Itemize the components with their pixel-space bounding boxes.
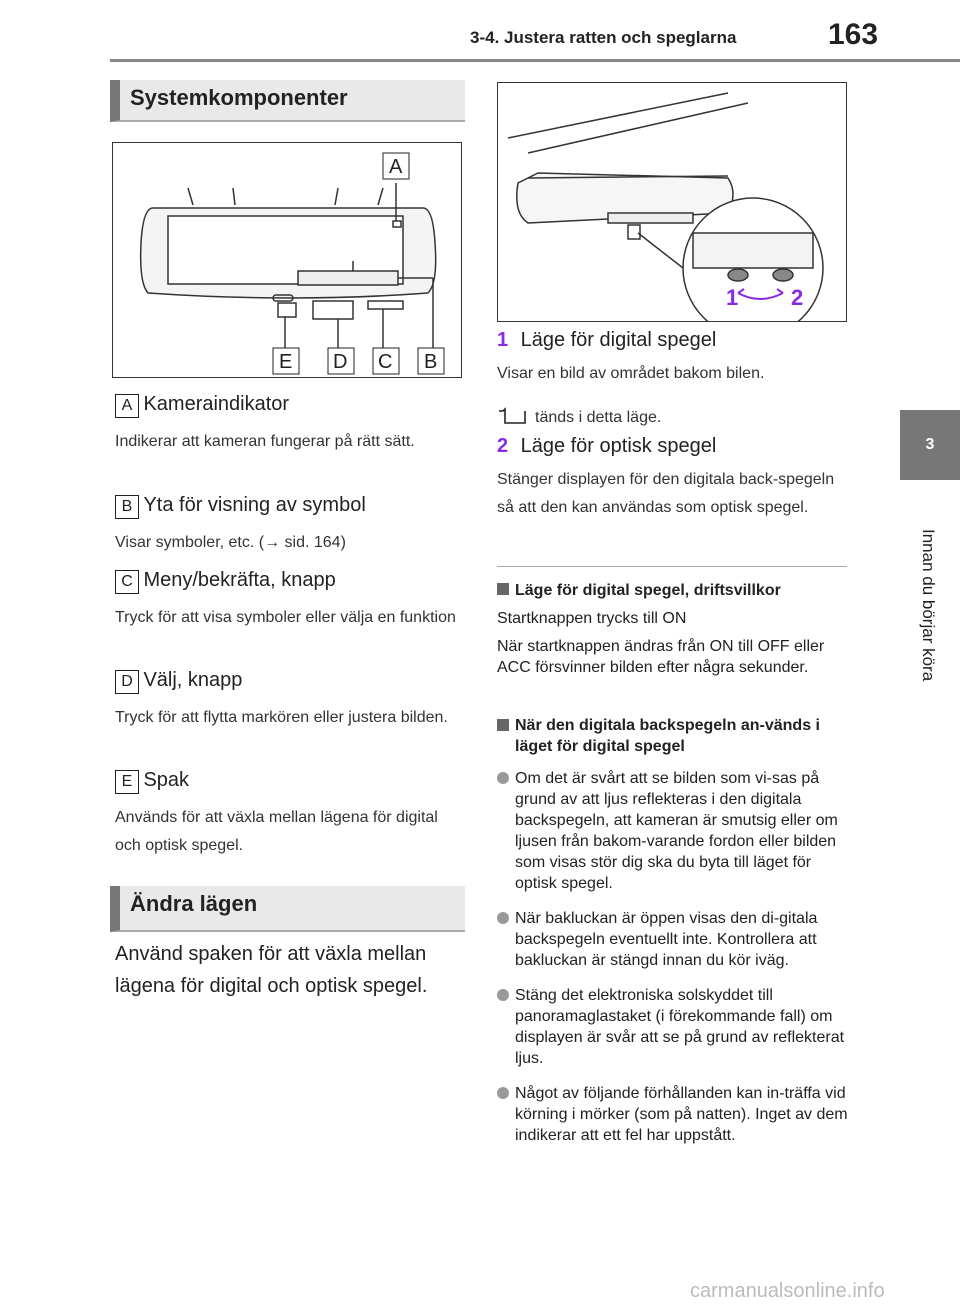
lever-illustration — [498, 83, 846, 321]
item-desc: Indikerar att kameran fungerar på rätt sätt. — [115, 433, 415, 450]
item-label-box: C — [115, 570, 139, 594]
item-c — [115, 569, 460, 632]
fig-label-b: B — [424, 351, 438, 373]
item-a — [115, 393, 460, 456]
item-label-box: E — [115, 770, 139, 794]
mode-number: 1 — [497, 329, 509, 351]
list-item — [497, 908, 857, 971]
item-d — [115, 669, 460, 732]
mode-title: Läge för optisk spegel — [520, 435, 717, 457]
fig-label-1: 1 — [726, 285, 739, 310]
fig-label-e: E — [279, 351, 293, 373]
mode-title: Läge för digital spegel — [520, 329, 717, 351]
item-title: Meny/bekräfta, knapp — [143, 569, 336, 591]
mirror-illustration — [113, 143, 461, 377]
list-item — [497, 1083, 857, 1146]
bullet-text: Om det är svårt att se bilden som vi-sas på grund av att ljus reflekteras i den digitala backspegeln, att kameran är smutsig eller om ljusen från bakom-varande fordon eller bilden som visas stör dig ska du byta till läget för optisk spegel. — [515, 770, 838, 892]
heading-andra-lagen: Ändra lägen — [110, 886, 465, 932]
item-desc: Visar symboler, etc. (→ sid. 164) — [115, 534, 346, 551]
item-title: Kameraindikator — [143, 393, 290, 415]
item-label-box: B — [115, 495, 139, 519]
fig-label-2: 2 — [791, 285, 804, 310]
mode-desc: Stänger displayen för den digitala back-spegeln så att den kan användas som optisk spegel. — [497, 471, 835, 516]
item-title: Välj, knapp — [143, 669, 243, 691]
item-title: Spak — [143, 769, 190, 791]
square-bullet-icon — [497, 583, 509, 595]
chapter-tab: 3 — [900, 410, 960, 480]
item-desc: Tryck för att visa symboler eller välja en funktion — [115, 609, 456, 626]
list-item — [497, 768, 857, 894]
divider — [497, 566, 847, 567]
conditions-title: Läge för digital spegel, driftsvillkor — [515, 582, 781, 599]
fig-label-d: D — [333, 351, 348, 373]
fig-label-a: A — [389, 156, 403, 178]
item-title: Yta för visning av symbol — [143, 494, 366, 516]
lever-figure — [497, 82, 847, 322]
bullet-list — [497, 768, 857, 1146]
mode-note — [497, 404, 857, 432]
mode-desc: Visar en bild av området bakom bilen. — [497, 365, 765, 382]
page-number: 163 — [828, 18, 879, 51]
conditions-line: När startknappen ändras från ON till OFF eller ACC försvinner bilden efter några sekunder. — [497, 638, 825, 676]
section-title: 3-4. Justera ratten och speglarna — [470, 28, 737, 47]
usage-block — [497, 715, 852, 757]
andra-lagen-body: Använd spaken för att växla mellan lägena för digital och optisk spegel. — [115, 943, 428, 997]
watermark: carmanualsonline.info — [690, 1280, 885, 1302]
item-e — [115, 769, 460, 860]
list-item — [497, 985, 857, 1069]
mode-1 — [497, 329, 857, 432]
item-label-box: A — [115, 394, 139, 418]
bullet-dot-icon — [497, 989, 509, 1001]
mode-note-text: tänds i detta läge. — [535, 409, 662, 426]
chapter-title: Innan du börjar köra — [919, 528, 938, 682]
mirror-components-figure — [112, 142, 462, 378]
heading-systemkomponenter: Systemkomponenter — [110, 80, 465, 122]
conditions-block — [497, 580, 852, 678]
bullet-text: Stäng det elektroniska solskyddet till panoramaglastaket (i förekommande fall) om displayen är svår att se på grund av reflekterat ljus. — [515, 987, 845, 1067]
header-rule — [110, 59, 960, 62]
camera-indicator-icon — [497, 407, 527, 425]
item-label-box: D — [115, 670, 139, 694]
bullet-dot-icon — [497, 1087, 509, 1099]
bullet-text: Något av följande förhållanden kan in-träffa vid körning i mörker (som på natten). Inget av dem indikerar att ett fel har uppstått. — [515, 1085, 848, 1144]
bullet-dot-icon — [497, 912, 509, 924]
mode-2 — [497, 435, 837, 522]
square-bullet-icon — [497, 719, 509, 731]
item-desc: Tryck för att flytta markören eller justera bilden. — [115, 709, 448, 726]
bullet-text: När bakluckan är öppen visas den di-gitala backspegeln eventuellt inte. Kontrollera att bakluckan är stängd innan du kör iväg. — [515, 910, 818, 969]
item-desc: Används för att växla mellan lägena för digital och optisk spegel. — [115, 809, 438, 854]
mode-number: 2 — [497, 435, 509, 457]
usage-title: När den digitala backspegeln an-vänds i läget för digital spegel — [515, 717, 820, 755]
bullet-dot-icon — [497, 772, 509, 784]
item-b — [115, 494, 460, 557]
conditions-line: Startknappen trycks till ON — [497, 610, 687, 627]
fig-label-c: C — [378, 351, 393, 373]
